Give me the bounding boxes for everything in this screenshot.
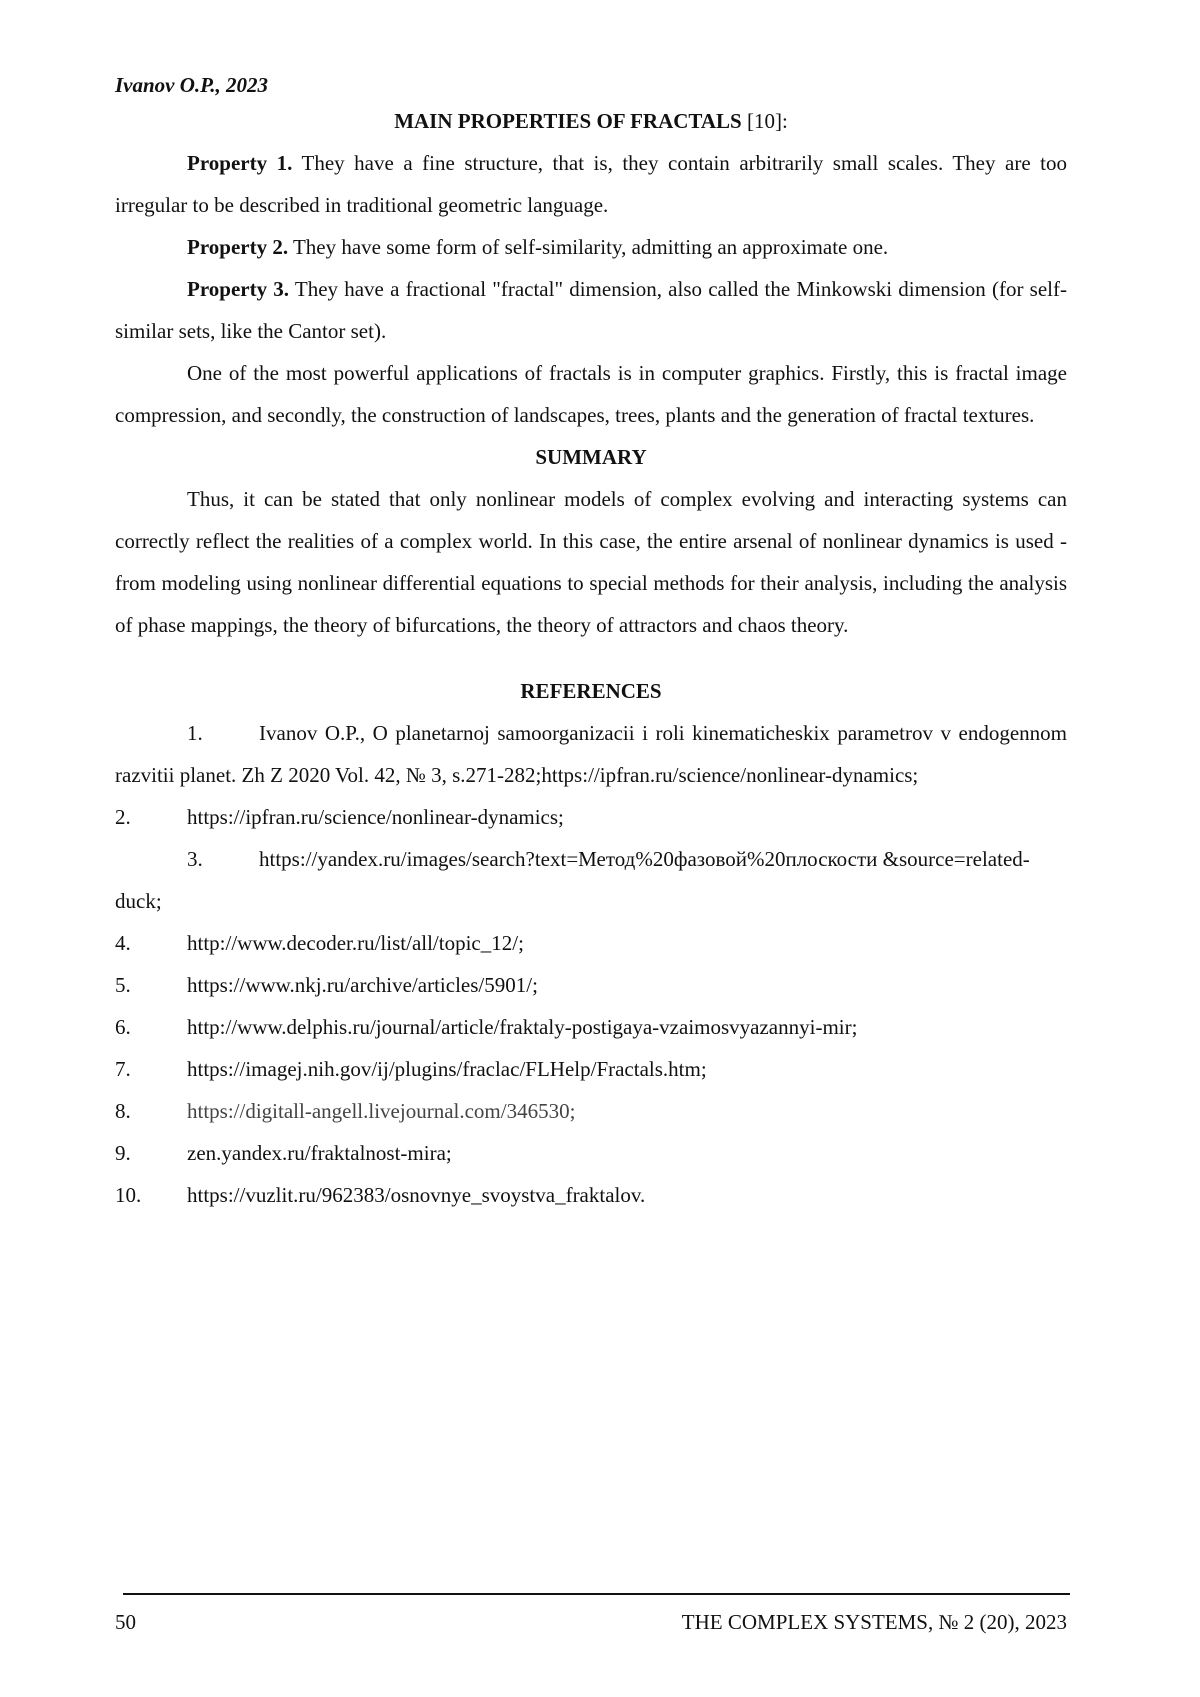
references-heading: REFERENCES <box>520 679 662 703</box>
property-1-text: They have a fine structure, that is, they contain arbitrarily small scales. They are too irregular to be described in traditional geometric language. <box>115 151 1067 217</box>
reference-number: 1. <box>187 721 203 745</box>
properties-heading-title: MAIN PROPERTIES OF FRACTALS <box>394 109 742 133</box>
reference-number: 8. <box>115 1099 131 1123</box>
reference-number: 9. <box>115 1141 131 1165</box>
reference-link[interactable]: http://www.delphis.ru/journal/article/fraktaly-postigaya-vzaimosvyazannyi-mir; <box>187 1015 858 1039</box>
reference-number: 7. <box>115 1057 131 1081</box>
journal-citation: THE COMPLEX SYSTEMS, № 2 (20), 2023 <box>681 1610 1067 1634</box>
reference-item <box>115 712 1067 796</box>
summary-paragraph: Thus, it can be stated that only nonlinear models of complex evolving and interacting systems can correctly reflect the realities of a complex world. In this case, the entire arsenal of nonlinear dynamics is used - from modeling using nonlinear differential equations to special methods for their analysis, including the analysis of phase mappings, the theory of bifurcations, the theory of attractors and chaos theory. <box>115 487 1067 637</box>
reference-item <box>115 1090 1067 1132</box>
reference-item <box>115 1048 1067 1090</box>
running-head: Ivanov O.P., 2023 <box>115 73 269 97</box>
page-content <box>115 70 1067 1216</box>
reference-link[interactable]: https://ipfran.ru/science/nonlinear-dynamics; <box>187 805 564 829</box>
summary-heading: SUMMARY <box>535 445 647 469</box>
reference-number: 3. <box>187 847 203 871</box>
reference-item <box>115 1174 1067 1216</box>
property-1-paragraph <box>115 142 1067 226</box>
footer-rule <box>123 1593 1070 1595</box>
reference-link[interactable]: https://vuzlit.ru/962383/osnovnye_svoystva_fraktalov. <box>187 1183 646 1207</box>
applications-paragraph: One of the most powerful applications of fractals is in computer graphics. Firstly, this is fractal image compression, and secondly, the construction of landscapes, trees, plants and the generation of fractal textures. <box>115 361 1067 427</box>
property-2-paragraph <box>115 226 1067 268</box>
reference-item <box>115 838 1067 922</box>
reference-item <box>115 964 1067 1006</box>
property-3-text: They have a fractional "fractal" dimension, also called the Minkowski dimension (for self-similar sets, like the Cantor set). <box>115 277 1067 343</box>
property-1-label: Property 1. <box>187 151 293 175</box>
reference-item <box>115 796 1067 838</box>
reference-item <box>115 1132 1067 1174</box>
reference-item <box>115 1006 1067 1048</box>
reference-link[interactable]: https://www.nkj.ru/archive/articles/5901/; <box>187 973 538 997</box>
reference-number: 6. <box>115 1015 131 1039</box>
reference-number: 2. <box>115 805 131 829</box>
property-2-text: They have some form of self-similarity, admitting an approximate one. <box>288 235 889 259</box>
reference-number: 4. <box>115 931 131 955</box>
reference-link[interactable]: https://digitall-angell.livejournal.com/346530; <box>187 1099 576 1123</box>
property-3-paragraph <box>115 268 1067 352</box>
reference-link[interactable]: http://www.decoder.ru/list/all/topic_12/; <box>187 931 524 955</box>
properties-heading <box>115 106 1067 136</box>
property-2-label: Property 2. <box>187 235 289 259</box>
page-number: 50 <box>115 1610 136 1634</box>
properties-heading-citation: [10]: <box>741 109 788 133</box>
reference-link[interactable]: https://imagej.nih.gov/ij/plugins/fraclac/FLHelp/Fractals.htm; <box>187 1057 707 1081</box>
reference-item <box>115 922 1067 964</box>
reference-link[interactable]: https://yandex.ru/images/search?text=Метод%20фазовой%20плоскости &source=related-duck; <box>115 847 1030 913</box>
property-3-label: Property 3. <box>187 277 290 301</box>
reference-link[interactable]: zen.yandex.ru/fraktalnost-mira; <box>187 1141 452 1165</box>
reference-number: 5. <box>115 973 131 997</box>
reference-number: 10. <box>115 1183 142 1207</box>
reference-text: Ivanov O.P., O planetarnoj samoorganizacii i roli kinematicheskix parametrov v endogennom razvitii planet. Zh Z 2020 Vol. 42, № 3, s.271-282;https://ipfran.ru/science/nonlinear-dynamics; <box>115 721 1067 787</box>
